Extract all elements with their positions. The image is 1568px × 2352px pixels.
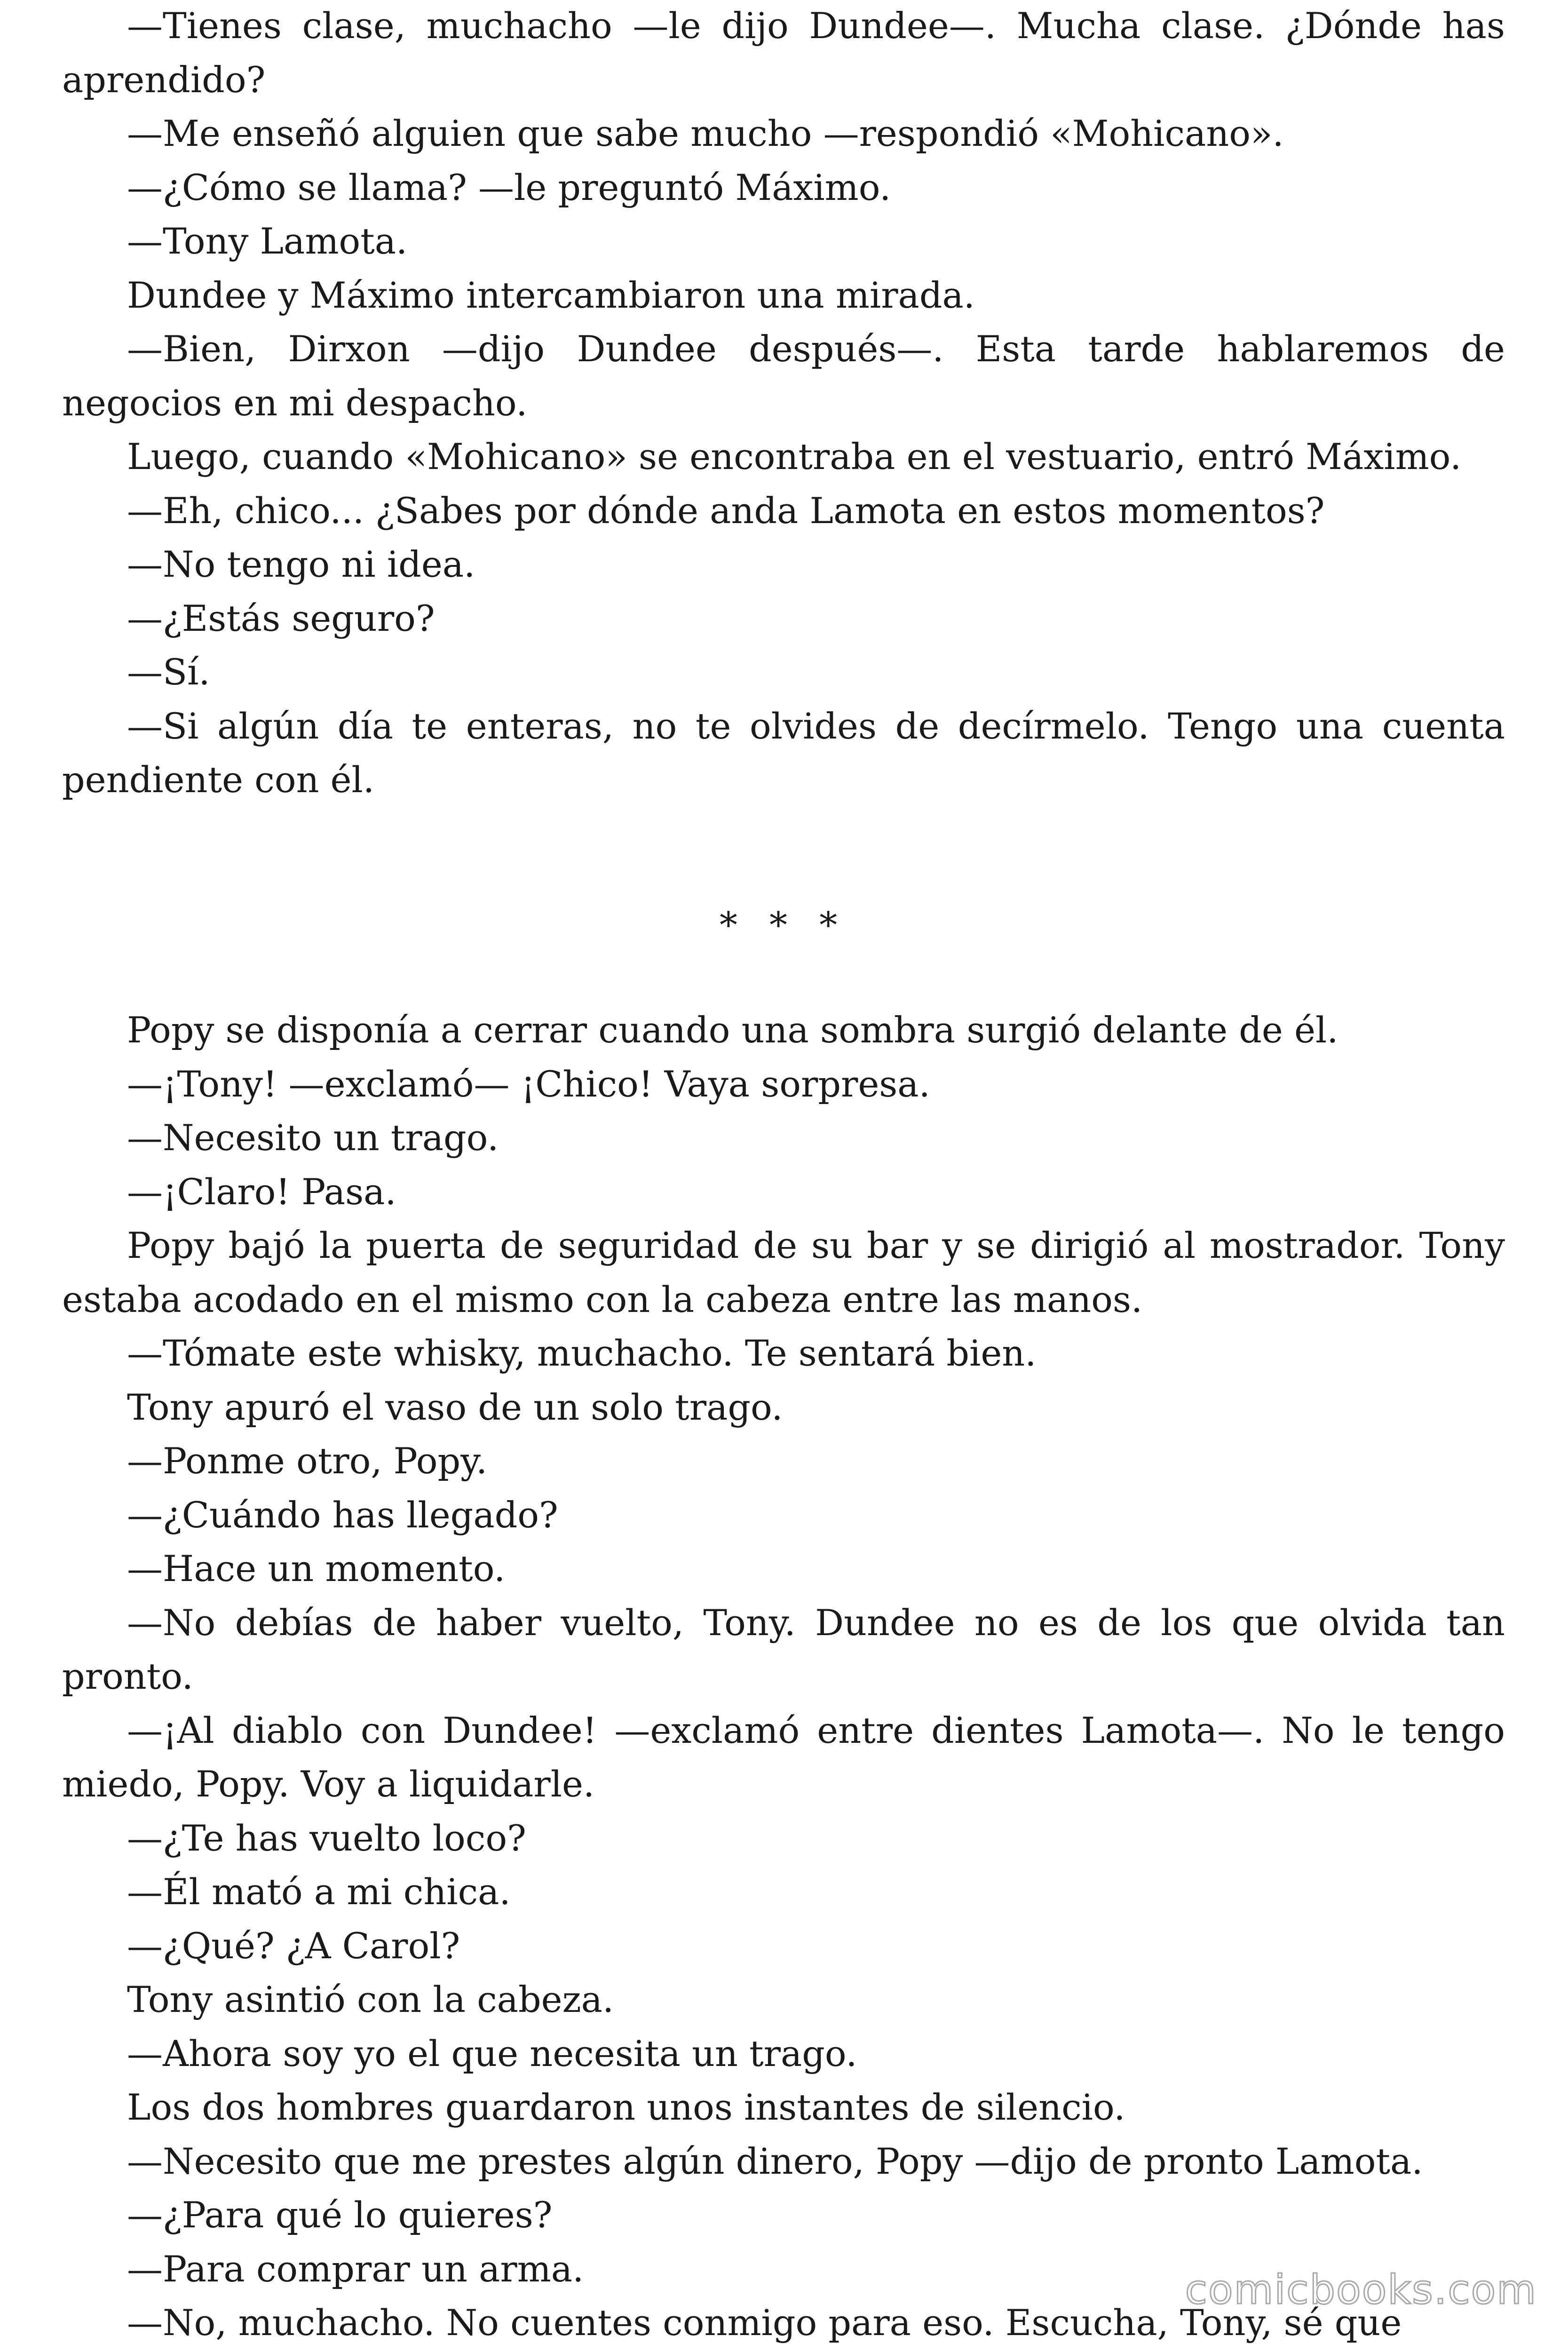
paragraph: —Para comprar un arma. bbox=[127, 2248, 584, 2290]
paragraph: —No tengo ni idea. bbox=[127, 543, 475, 585]
paragraph: —Si algún día te enteras, no te olvides de decírmelo. Tengo una cuenta pendiente con él. bbox=[62, 705, 1505, 801]
paragraph: Tony asintió con la cabeza. bbox=[127, 1979, 614, 2020]
paragraph: —Necesito un trago. bbox=[127, 1117, 499, 1159]
paragraph: Los dos hombres guardaron unos instantes de silencio. bbox=[127, 2086, 1125, 2128]
paragraph: Popy bajó la puerta de seguridad de su bar y se dirigió al mostrador. Tony estaba acodado en el mismo con la cabeza entre las manos. bbox=[62, 1224, 1505, 1320]
paragraph: —¿Para qué lo quieres? bbox=[127, 2194, 553, 2236]
paragraph: —Me enseñó alguien que sabe mucho —respondió «Mohicano». bbox=[127, 112, 1284, 154]
paragraph: —¿Te has vuelto loco? bbox=[127, 1817, 526, 1859]
paragraph: Luego, cuando «Mohicano» se encontraba en el vestuario, entró Máximo. bbox=[127, 436, 1462, 477]
paragraph: —¿Estás seguro? bbox=[127, 597, 435, 639]
paragraph: Dundee y Máximo intercambiaron una mirada. bbox=[127, 274, 975, 316]
paragraph: —¿Cuándo has llegado? bbox=[127, 1494, 558, 1536]
paragraph: —Necesito que me prestes algún dinero, Popy —dijo de pronto Lamota. bbox=[127, 2140, 1423, 2182]
paragraph: Tony apuró el vaso de un solo trago. bbox=[127, 1386, 783, 1428]
paragraph: —Ponme otro, Popy. bbox=[127, 1440, 488, 1482]
paragraph: —No, muchacho. No cuentes conmigo para eso. Escucha, Tony, sé que bbox=[127, 2302, 1402, 2344]
scene-separator: * * * bbox=[719, 904, 848, 946]
paragraph: —¡Al diablo con Dundee! —exclamó entre dientes Lamota—. No le tengo miedo, Popy. Voy a liquidarle. bbox=[62, 1709, 1505, 1805]
text-section-1 bbox=[62, 0, 1505, 807]
paragraph: —Él mató a mi chica. bbox=[127, 1871, 511, 1913]
watermark-logo: comicbooks.com bbox=[1185, 2266, 1537, 2313]
paragraph: —Eh, chico... ¿Sabes por dónde anda Lamota en estos momentos? bbox=[127, 489, 1325, 532]
paragraph: —Ahora soy yo el que necesita un trago. bbox=[127, 2032, 857, 2074]
paragraph: —Tony Lamota. bbox=[127, 220, 408, 262]
paragraph: —¡Tony! —exclamó— ¡Chico! Vaya sorpresa. bbox=[127, 1063, 930, 1105]
paragraph: —Hace un momento. bbox=[127, 1548, 506, 1589]
paragraph: —Bien, Dirxon —dijo Dundee después—. Esta tarde hablaremos de negocios en mi despacho. bbox=[62, 328, 1505, 424]
paragraph: —Tómate este whisky, muchacho. Te sentará bien. bbox=[127, 1332, 1037, 1374]
paragraph: —No debías de haber vuelto, Tony. Dundee no es de los que olvida tan pronto. bbox=[62, 1601, 1505, 1697]
paragraph: —¿Qué? ¿A Carol? bbox=[127, 1924, 460, 1967]
paragraph: —¡Claro! Pasa. bbox=[127, 1170, 396, 1213]
paragraph: Popy se disponía a cerrar cuando una sombra surgió delante de él. bbox=[127, 1009, 1338, 1051]
text-section-2 bbox=[62, 1003, 1505, 2350]
paragraph: —Tienes clase, muchacho —le dijo Dundee—. Mucha clase. ¿Dónde has aprendido? bbox=[62, 5, 1505, 101]
paragraph: —¿Cómo se llama? —le preguntó Máximo. bbox=[127, 166, 891, 208]
paragraph: —Sí. bbox=[127, 651, 210, 693]
